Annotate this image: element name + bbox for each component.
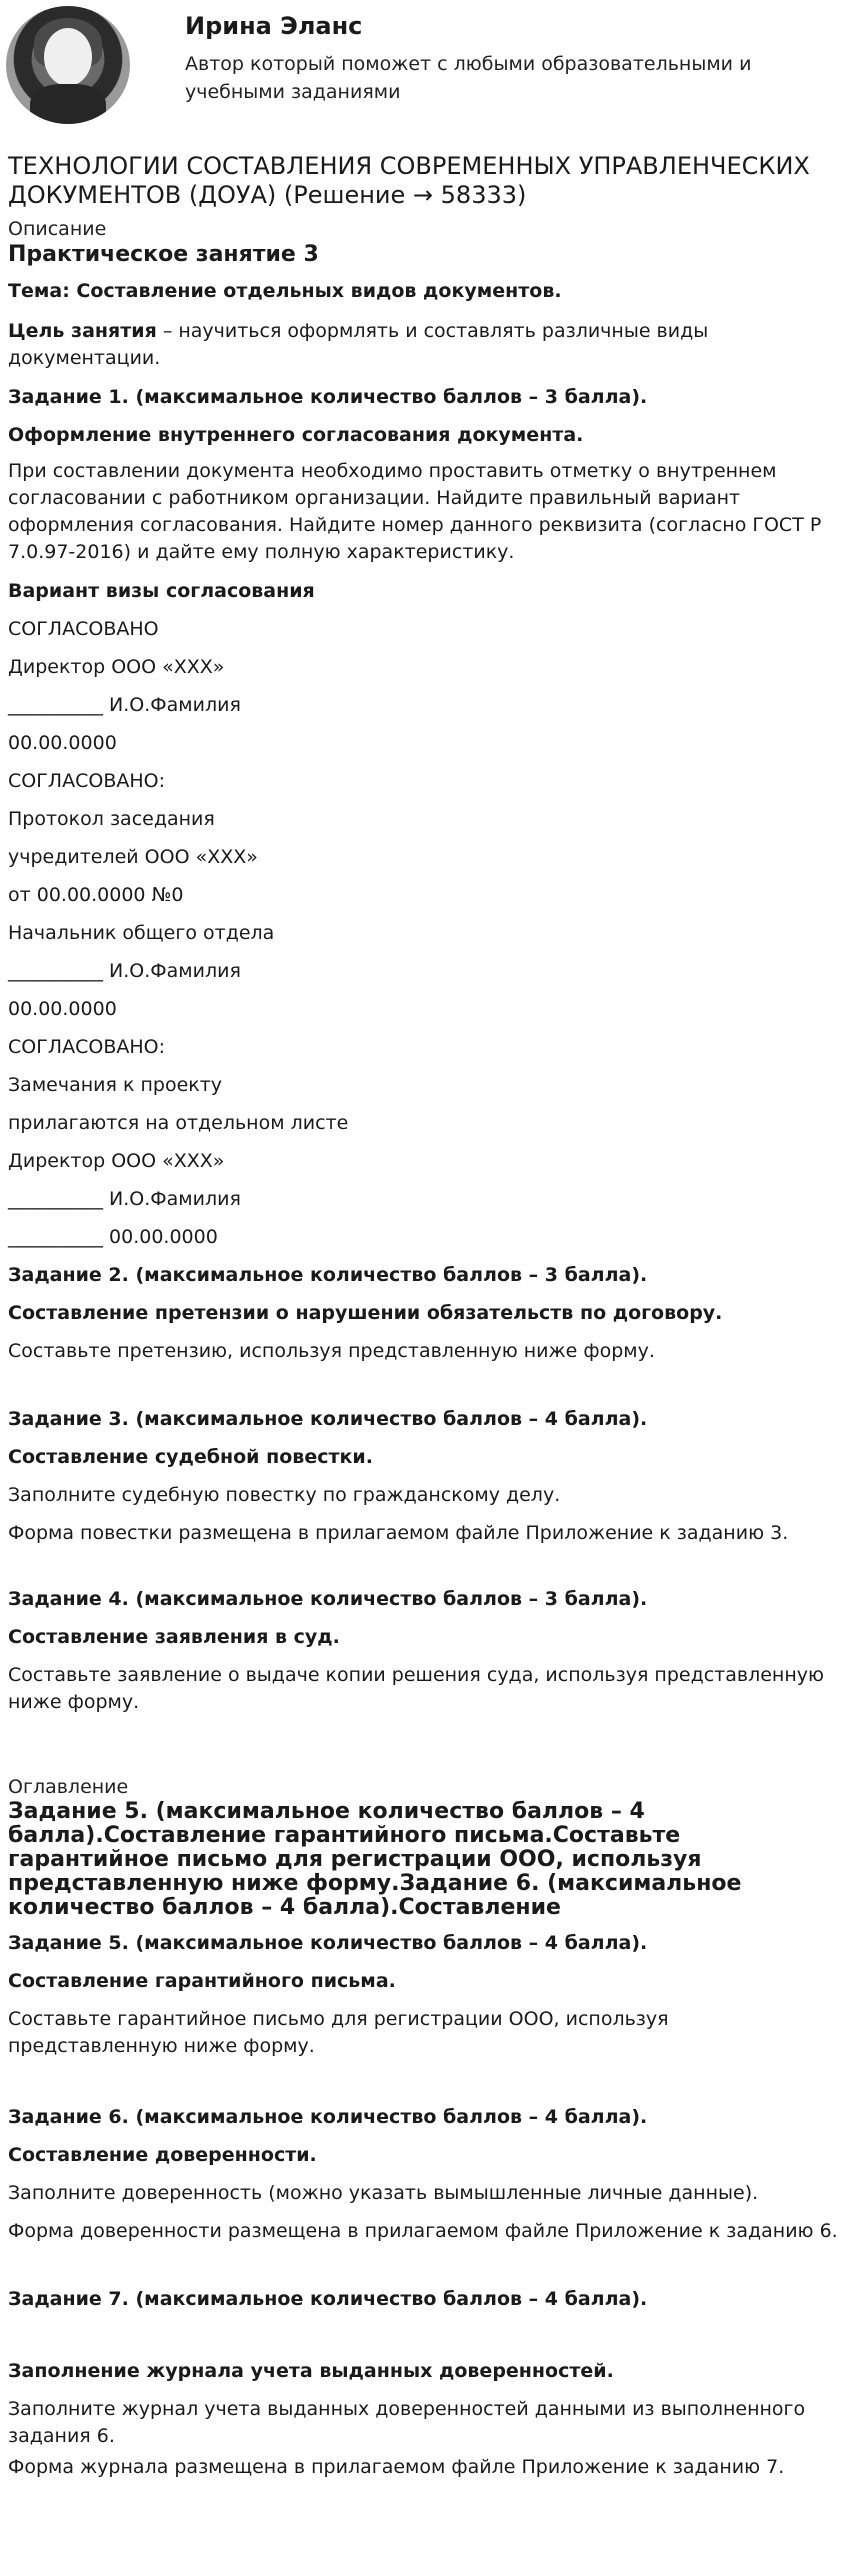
avatar[interactable] xyxy=(6,6,130,124)
document-title: ТЕХНОЛОГИИ СОСТАВЛЕНИЯ СОВРЕМЕННЫХ УПРАВЛЕНЧЕСКИХ ДОКУМЕНТОВ (ДОУА) (Решение → 58333) xyxy=(8,152,810,209)
block1-line: __________ И.О.Фамилия xyxy=(8,960,241,982)
bold-prefix: Цель занятия xyxy=(8,320,157,342)
block1-line: прилагаются на отдельном листе xyxy=(8,1112,349,1134)
block1-line: Составьте претензию, используя представленную ниже форму. xyxy=(8,1340,655,1362)
practical-title: Практическое занятие 3 xyxy=(8,242,319,267)
block2-line: Задание 7. (максимальное количество баллов – 4 балла). xyxy=(8,2288,648,2310)
block1-line: Начальник общего отдела xyxy=(8,922,275,944)
block1-line: Протокол заседания xyxy=(8,808,215,830)
author-name[interactable]: Ирина Эланс xyxy=(185,12,363,40)
block2-line: Заполните доверенность (можно указать вымышленные личные данные). xyxy=(8,2182,759,2204)
block1-line: При составлении документа необходимо проставить отметку о внутреннем согласовании с работником организации. Найдите правильный вариант оформления согласования. Найдите номер данного реквизита (согласно ГОСТ Р 7.0.97-2016) и дайте ему полную характеристику. xyxy=(8,460,822,563)
block2-line: Составление гарантийного письма. xyxy=(8,1970,396,1992)
block1-line: от 00.00.0000 №0 xyxy=(8,884,184,906)
block2-line: Задание 6. (максимальное количество баллов – 4 балла). xyxy=(8,2106,648,2128)
block1-line: Цель занятия – научиться оформлять и составлять различные виды документации. xyxy=(8,320,709,369)
description-label: Описание xyxy=(8,218,107,240)
block1-line: Задание 4. (максимальное количество баллов – 3 балла). xyxy=(8,1588,648,1610)
author-description: Автор который поможет с любыми образовательными и учебными заданиями xyxy=(185,53,752,103)
block2-line: Заполните журнал учета выданных доверенностей данными из выполненного задания 6. xyxy=(8,2398,806,2447)
block1-line: __________ И.О.Фамилия xyxy=(8,1188,241,1210)
avatar-face xyxy=(44,28,92,86)
block1-line: Составление заявления в суд. xyxy=(8,1626,340,1648)
toc-title[interactable]: Задание 5. (максимальное количество баллов – 4 балла).Составление гарантийного письма.Составьте гарантийное письмо для регистрации ООО, используя представленную ниже форму.Задание 6. (максимальное количество баллов – 4 балла).Составление xyxy=(8,1800,742,1920)
block1-line: Директор ООО «ХХХ» xyxy=(8,1150,225,1172)
block2-line: Составьте гарантийное письмо для регистрации ООО, используя представленную ниже форму. xyxy=(8,2008,669,2057)
block1-line: Оформление внутреннего согласования документа. xyxy=(8,424,584,446)
block1-line: __________ 00.00.0000 xyxy=(8,1226,218,1248)
block1-line: Тема: Составление отдельных видов документов. xyxy=(8,280,562,302)
block2-line: Заполнение журнала учета выданных доверенностей. xyxy=(8,2360,614,2382)
block1-line: Задание 3. (максимальное количество баллов – 4 балла). xyxy=(8,1408,648,1430)
block2-line: Форма доверенности размещена в прилагаемом файле Приложение к заданию 6. xyxy=(8,2220,838,2242)
block1-line: Составление судебной повестки. xyxy=(8,1446,373,1468)
toc-label: Оглавление xyxy=(8,1776,129,1798)
block1-line: Вариант визы согласования xyxy=(8,580,315,602)
block1-line: Задание 1. (максимальное количество баллов – 3 балла). xyxy=(8,386,648,408)
author-card xyxy=(0,0,847,138)
block2-line: Задание 5. (максимальное количество баллов – 4 балла). xyxy=(8,1932,648,1954)
block1-line: 00.00.0000 xyxy=(8,998,117,1020)
block1-line: Задание 2. (максимальное количество баллов – 3 балла). xyxy=(8,1264,648,1286)
avatar-body xyxy=(30,84,106,124)
block2-line: Составление доверенности. xyxy=(8,2144,317,2166)
block1-line: СОГЛАСОВАНО xyxy=(8,618,159,640)
block1-line: Замечания к проекту xyxy=(8,1074,223,1096)
block2-line: Форма журнала размещена в прилагаемом файле Приложение к заданию 7. xyxy=(8,2456,785,2478)
block1-line: учредителей ООО «ХХХ» xyxy=(8,846,258,868)
block1-line: __________ И.О.Фамилия xyxy=(8,694,241,716)
block1-line: Заполните судебную повестку по гражданскому делу. xyxy=(8,1484,561,1506)
block1-line: Составление претензии о нарушении обязательств по договору. xyxy=(8,1302,723,1324)
block1-line: 00.00.0000 xyxy=(8,732,117,754)
block1-line: Директор ООО «ХХХ» xyxy=(8,656,225,678)
block1-line: Форма повестки размещена в прилагаемом файле Приложение к заданию 3. xyxy=(8,1522,789,1544)
block1-line: СОГЛАСОВАНО: xyxy=(8,770,165,792)
block1-line: Составьте заявление о выдаче копии решения суда, используя представленную ниже форму. xyxy=(8,1664,824,1713)
block1-line: СОГЛАСОВАНО: xyxy=(8,1036,165,1058)
